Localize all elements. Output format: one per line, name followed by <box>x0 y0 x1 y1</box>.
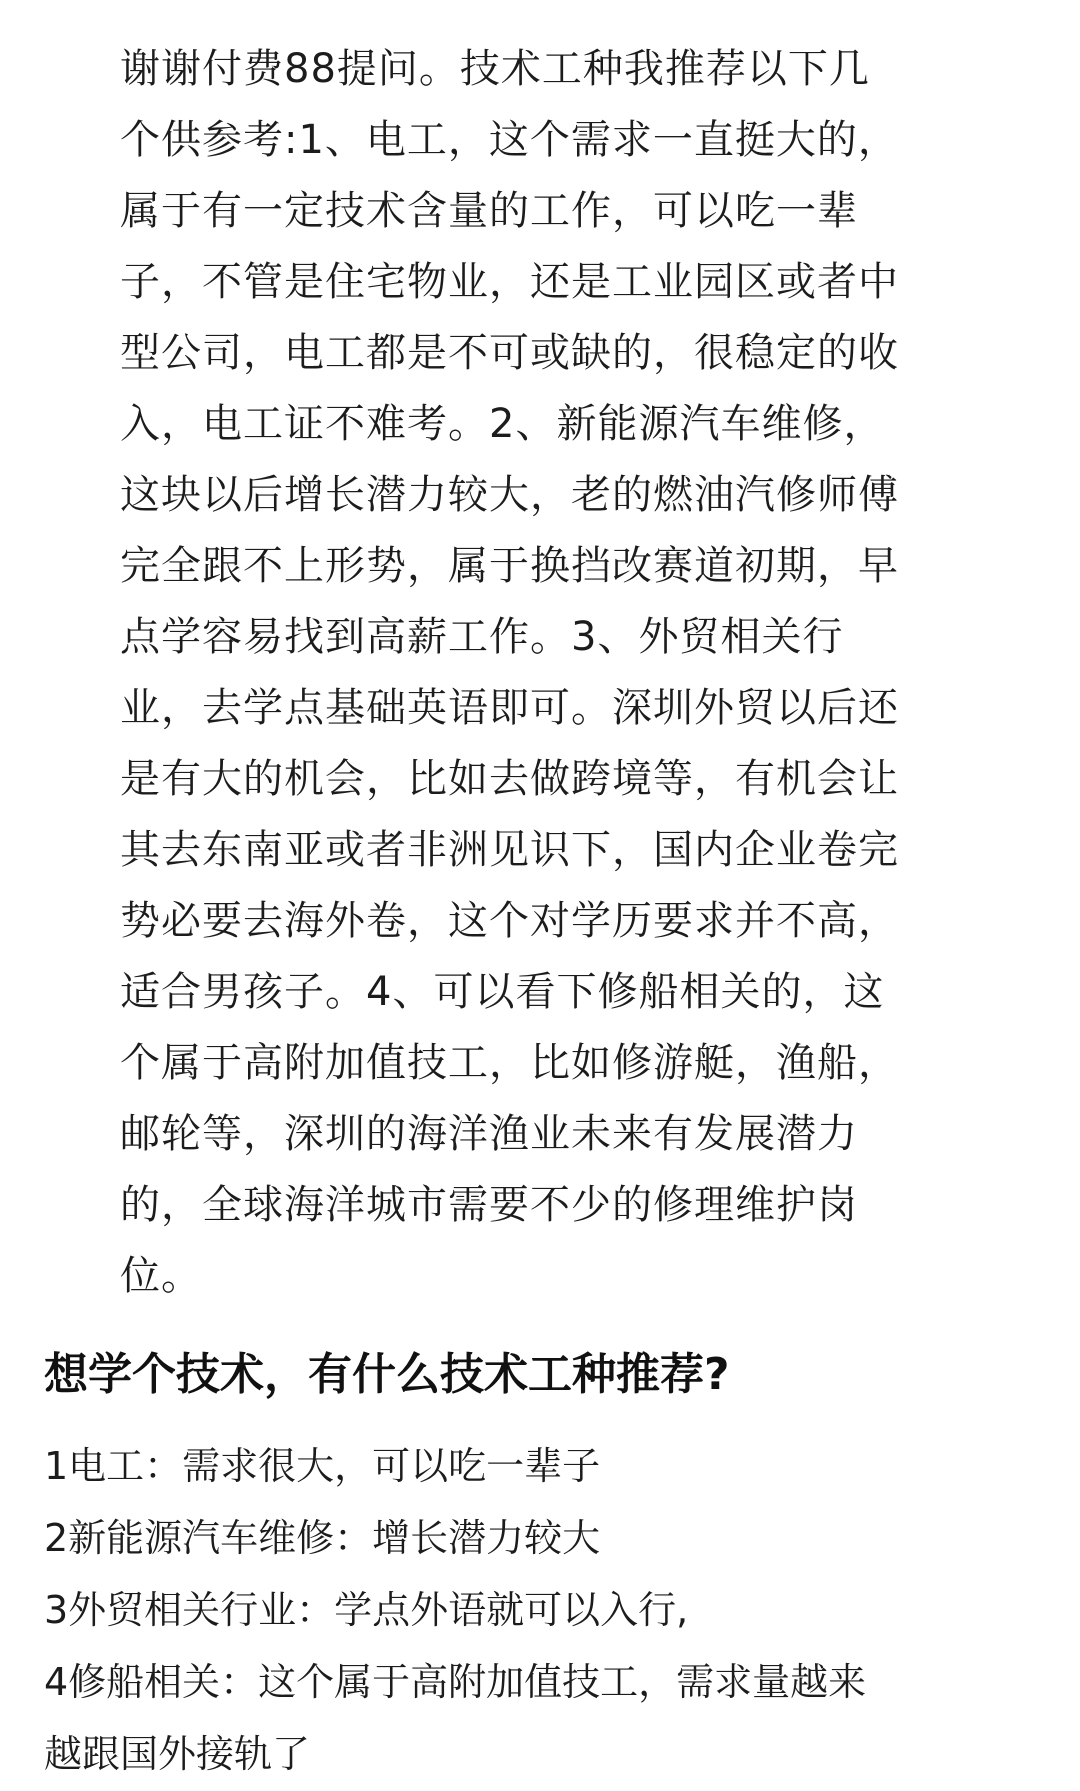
summary-item: 4修船相关：这个属于高附加值技工，需求量越来 <box>44 1660 867 1704</box>
answer-line: 业，去学点基础英语即可。深圳外贸以后还 <box>120 685 899 731</box>
answer-line: 个供参考:1、电工，这个需求一直挺大的， <box>120 117 899 163</box>
answer-text <box>120 34 960 1312</box>
question-title: 想学个技术，有什么技术工种推荐? <box>44 1349 730 1400</box>
answer-line: 点学容易找到高薪工作。3、外贸相关行 <box>120 614 844 660</box>
answer-line: 个属于高附加值技工，比如修游艇，渔船， <box>120 1040 899 1086</box>
answer-line: 是有大的机会，比如去做跨境等，有机会让 <box>120 756 899 802</box>
summary-list <box>44 1430 1044 1790</box>
summary-item: 越跟国外接轨了 <box>44 1732 311 1776</box>
answer-line: 完全跟不上形势，属于换挡改赛道初期，早 <box>120 543 899 589</box>
answer-line: 势必要去海外卷，这个对学历要求并不高， <box>120 898 899 944</box>
answer-line: 属于有一定技术含量的工作，可以吃一辈 <box>120 188 858 234</box>
answer-line: 谢谢付费88提问。技术工种我推荐以下几 <box>120 46 870 92</box>
answer-line: 型公司，电工都是不可或缺的，很稳定的收 <box>120 330 899 376</box>
answer-line: 其去东南亚或者非洲见识下，国内企业卷完 <box>120 827 899 873</box>
answer-line: 入，电工证不难考。2、新能源汽车维修， <box>120 401 885 447</box>
summary-item: 1电工：需求很大，可以吃一辈子 <box>44 1444 601 1488</box>
answer-line: 子，不管是住宅物业，还是工业园区或者中 <box>120 259 899 305</box>
answer-line: 这块以后增长潜力较大，老的燃油汽修师傅 <box>120 472 899 518</box>
summary-item: 2新能源汽车维修：增长潜力较大 <box>44 1516 601 1560</box>
summary-item: 3外贸相关行业：学点外语就可以入行, <box>44 1588 689 1632</box>
answer-line: 的，全球海洋城市需要不少的修理维护岗 <box>120 1182 858 1228</box>
answer-line: 邮轮等，深圳的海洋渔业未来有发展潜力 <box>120 1111 858 1157</box>
answer-line: 位。 <box>120 1253 202 1299</box>
answer-line: 适合男孩子。4、可以看下修船相关的，这 <box>120 969 885 1015</box>
